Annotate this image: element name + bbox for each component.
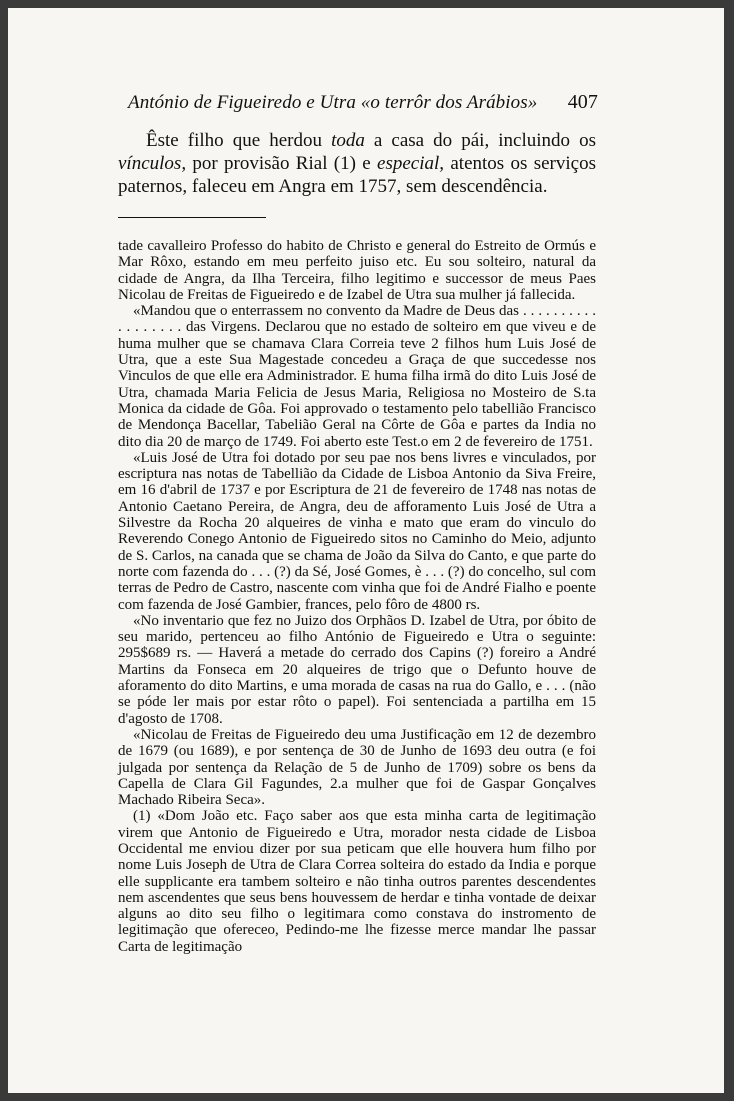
italic-run: especial, [377,153,445,174]
italic-run: vínculos, [118,153,187,174]
book-page [8,8,724,1093]
italic-run: toda [331,130,365,151]
footnote-paragraph: tade cavalleiro Professo do habito de Christo e general do Estreito de Ormús e Mar Rôxo, estando em meu perfeito juiso etc. Eu sou solteiro, natural da cidade de Angra, da Ilha Terceira, filho legitimo e successor de meus Paes Nicolau de Freitas de Figueiredo e de Izabel de Utra sua mulher já fallecida. [118,238,596,303]
running-title: António de Figueiredo e Utra «o terrôr dos Arábios» [128,92,538,113]
footnote-rule [118,217,266,218]
footnote-paragraph: «No inventario que fez no Juizo dos Orphãos D. Izabel de Utra, por óbito de seu marido, pertenceu ao filho António de Figueiredo e Utra o seguinte: 295$689 rs. — Haverá a metade do cerrado dos Capins (?) foreiro a André Martins da Fonseca em 20 alqueires de trigo que o Defunto houve de aforamento do dito Martins, e uma morada de casas na rua do Gallo, e . . . (não se póde ler mais por estar rôto o papel). Foi sentenciada a partilha em 15 d'agosto de 1708. [118,612,596,727]
footnote-paragraph: «Mandou que o enterrassem no convento da Madre de Deus das . . . . . . . . . . . . . . . . . . das Virgens. Declarou que no estado de solteiro em que viveu e de huma mulher que se chamava Clara Correia teve 2 filhos hum Luis José de Utra, que a este Sua Magestade concedeu a Graça de que succedesse nos Vinculos de que elle era Administrador. E huma filha irmã do dito Luis José de Utra, chamada Maria Felicia de Jesus Maria, Religiosa no Mosteiro de S.ta Monica da cidade de Gôa. Foi approvado o testamento pelo tabellião Francisco de Mendonça Bacellar, Tabelião Geral na Côrte de Gôa e partes da India no dito dia 20 de março de 1749. Foi aberto este Test.o em 2 de fevereiro de 1751. [118,303,596,450]
main-paragraph [118,129,596,198]
page-number: 407 [567,91,598,113]
text-run: atentos os serviços paternos, faleceu em Angra em 1757, sem descendência. [118,153,596,197]
text-run: por provisão Rial (1) e [186,153,378,174]
footnote-paragraph: «Luis José de Utra foi dotado por seu pae nos bens livres e vinculados, por escriptura nas notas de Tabellião da Cidade de Lisboa Antonio da Siva Freire, em 16 d'abril de 1737 e por Escriptura de 21 de fevereiro de 1748 nas notas de Antonio Caetano Pereira, de Angra, deu de afforamento Luis José de Utra a Silvestre da Rocha 20 alqueires de vinha e mato que eram do vinculo do Reverendo Conego Antonio de Figueiredo sitos no Caminho do Meio, adjunto de S. Carlos, na canada que se chama de João da Silva do Canto, e que parte do norte com fazenda do . . . (?) da Sé, José Gomes, è . . . (?) do concelho, sul com terras de Pedro de Castro, nascente com vinha que foi de André Fialho e poente com fazenda de José Gambier, frances, pelo fôro de 4800 rs. [118,449,596,613]
footnote-paragraph: «Nicolau de Freitas de Figueiredo deu uma Justificação em 12 de dezembro de 1679 (ou 1689), e por sentença de 30 de Junho de 1693 deu outra (e foi julgada por sentença da Relação de 5 de Junho de 1709) sobre os bens da Capella de Clara Gil Fagundes, 2.a mulher que foi de Gaspar Gonçalves Machado Ribeira Seca». [118,726,596,809]
text-run: Êste filho que herdou [146,130,332,151]
main-paragraph-text [118,129,596,198]
text-run: a casa do pái, incluindo os [364,130,596,151]
footnotes [118,238,596,955]
footnote-paragraph: (1) «Dom João etc. Faço saber aos que esta minha carta de legitimação virem que Antonio de Figueiredo e Utra, morador nesta cidade de Lisboa Occidental me enviou dizer por sua peticam que elle houvera hum filho por nome Luis Joseph de Utra de Clara Correa solteira do estado da India e porque elle supplicante era tambem solteiro e não tinha outros parentes descendentes nem ascendentes que seus bens houvessem de herdar e tinha vontade de deixar alguns ao dito seu filho o legitimara como constava do instromento de legitimação que ofereceo, Pedindo-me lhe fizesse merce mandar lhe passar Carta de legitimação [118,808,596,955]
running-head [128,92,598,122]
